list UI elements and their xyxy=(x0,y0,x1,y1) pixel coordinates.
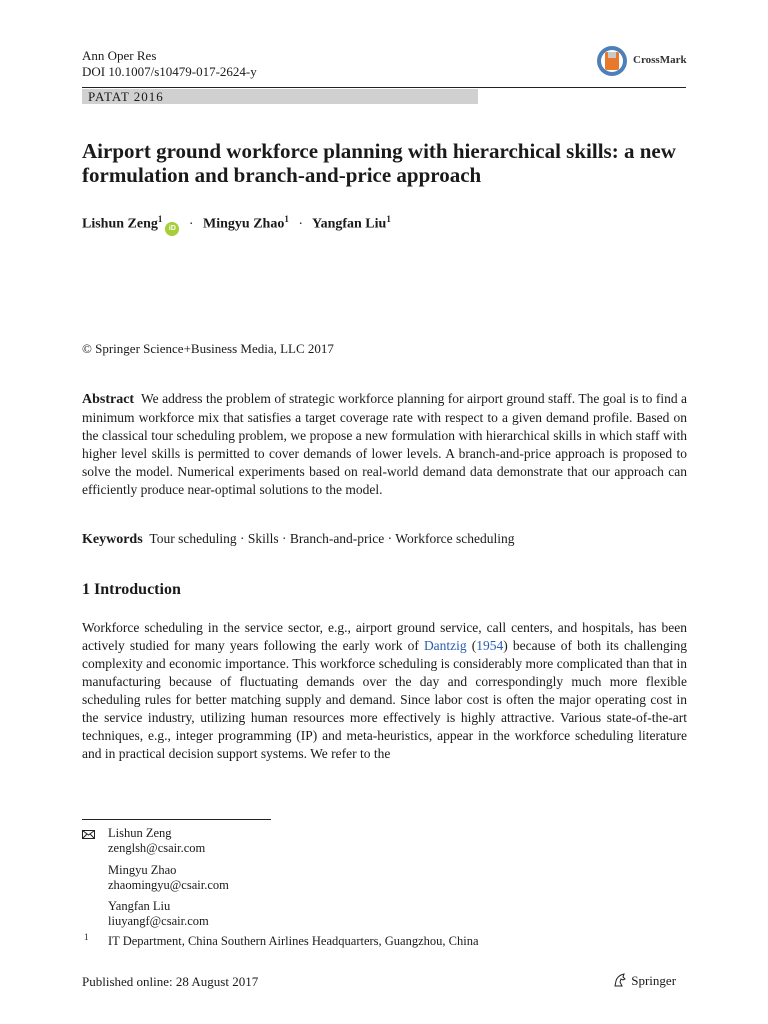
envelope-icon xyxy=(82,830,95,839)
abstract-label: Abstract xyxy=(82,392,135,407)
header-rule xyxy=(82,87,686,88)
author-name[interactable]: Yangfan Liu xyxy=(312,216,387,232)
contact-name: Yangfan Liu xyxy=(108,899,171,913)
series-tag: PATAT 2016 xyxy=(82,89,478,104)
publisher-name: Springer xyxy=(631,973,677,988)
body-paragraph xyxy=(82,619,687,763)
springer-horse-icon xyxy=(612,972,628,988)
author-affiliation-marker: 1 xyxy=(386,214,391,224)
contact-email[interactable]: zhaomingyu@csair.com xyxy=(108,878,229,892)
body-text: Workforce scheduling in the service sector, e.g., airport ground service, call centers, and hospitals, has been actively studied for many years following the early work of xyxy=(82,620,687,653)
author-list xyxy=(82,210,391,236)
paper-title: Airport ground workforce planning with hierarchical skills: a new formulation and branch-and-price approach xyxy=(82,139,676,187)
citation-link[interactable]: Dantzig xyxy=(423,638,467,653)
author-separator: · xyxy=(188,216,194,232)
citation-paren: ) xyxy=(503,638,508,653)
keywords-label: Keywords xyxy=(82,532,143,547)
crossmark-badge[interactable] xyxy=(596,44,688,78)
body-text: because of both its challenging complexity and economic importance. This workforce scheduling is considerably more complicated than that in manufacturing because of fluctuating demands over the day and correspondingly much more flexible scheduling rules for better matching supply and demand. Since labor cost is often the major operating cost in the service industry, utilizing human resources more effectively is highly attractive. Various state-of-the-art techniques, e.g., integer programming (IP) and meta-heuristics, appear in the workforce scheduling literature and in practical decision support systems. We refer to the xyxy=(82,638,688,761)
author-affiliation-marker: 1 xyxy=(157,214,163,224)
contact-name: Mingyu Zhao xyxy=(108,863,177,877)
section-heading: 1 Introduction xyxy=(82,581,181,598)
contact-email[interactable]: liuyangf@csair.com xyxy=(108,914,209,928)
author-affiliation-marker: 1 xyxy=(284,214,289,224)
footnote-rule xyxy=(82,819,271,820)
keywords xyxy=(82,530,687,549)
keywords-text: Tour scheduling · Skills · Branch-and-price · Workforce scheduling xyxy=(149,531,515,546)
abstract-text: We address the problem of strategic workforce planning for airport ground staff. The goal is to find a minimum workforce mix that satisfies a target coverage rate with respect to a given demand profile. Based on the classical tour scheduling problem, we propose a new formulation with hierarchical skills in which staff with higher level skills is permitted to cover demands of lower levels. A branch-and-price approach is proposed to solve the model. Numerical experiments based on real-world demand data demonstrate that our approach can efficiently produce near-optimal solutions to the model. xyxy=(82,391,687,497)
affiliation: IT Department, China Southern Airlines Headquarters, Guangzhou, China xyxy=(108,934,479,948)
abstract xyxy=(82,390,687,499)
published-date: Published online: 28 August 2017 xyxy=(82,974,259,989)
copyright-notice: © Springer Science+Business Media, LLC 2017 xyxy=(82,341,334,356)
contact-email[interactable]: zenglsh@csair.com xyxy=(108,841,206,855)
author-name[interactable]: Lishun Zeng xyxy=(82,216,158,232)
author-separator: · xyxy=(298,216,304,232)
citation-year-link[interactable]: 1954 xyxy=(476,638,504,653)
author-name[interactable]: Mingyu Zhao xyxy=(203,216,285,232)
publisher-logo xyxy=(612,972,676,989)
journal-name: Ann Oper Res xyxy=(82,48,157,63)
contact-name: Lishun Zeng xyxy=(108,826,172,840)
citation-paren: ( xyxy=(471,638,477,653)
doi[interactable]: DOI 10.1007/s10479-017-2624-y xyxy=(82,64,257,79)
orcid-icon[interactable]: iD xyxy=(165,222,179,236)
affiliation-number: 1 xyxy=(84,932,89,942)
crossmark-label: CrossMark xyxy=(633,54,687,66)
